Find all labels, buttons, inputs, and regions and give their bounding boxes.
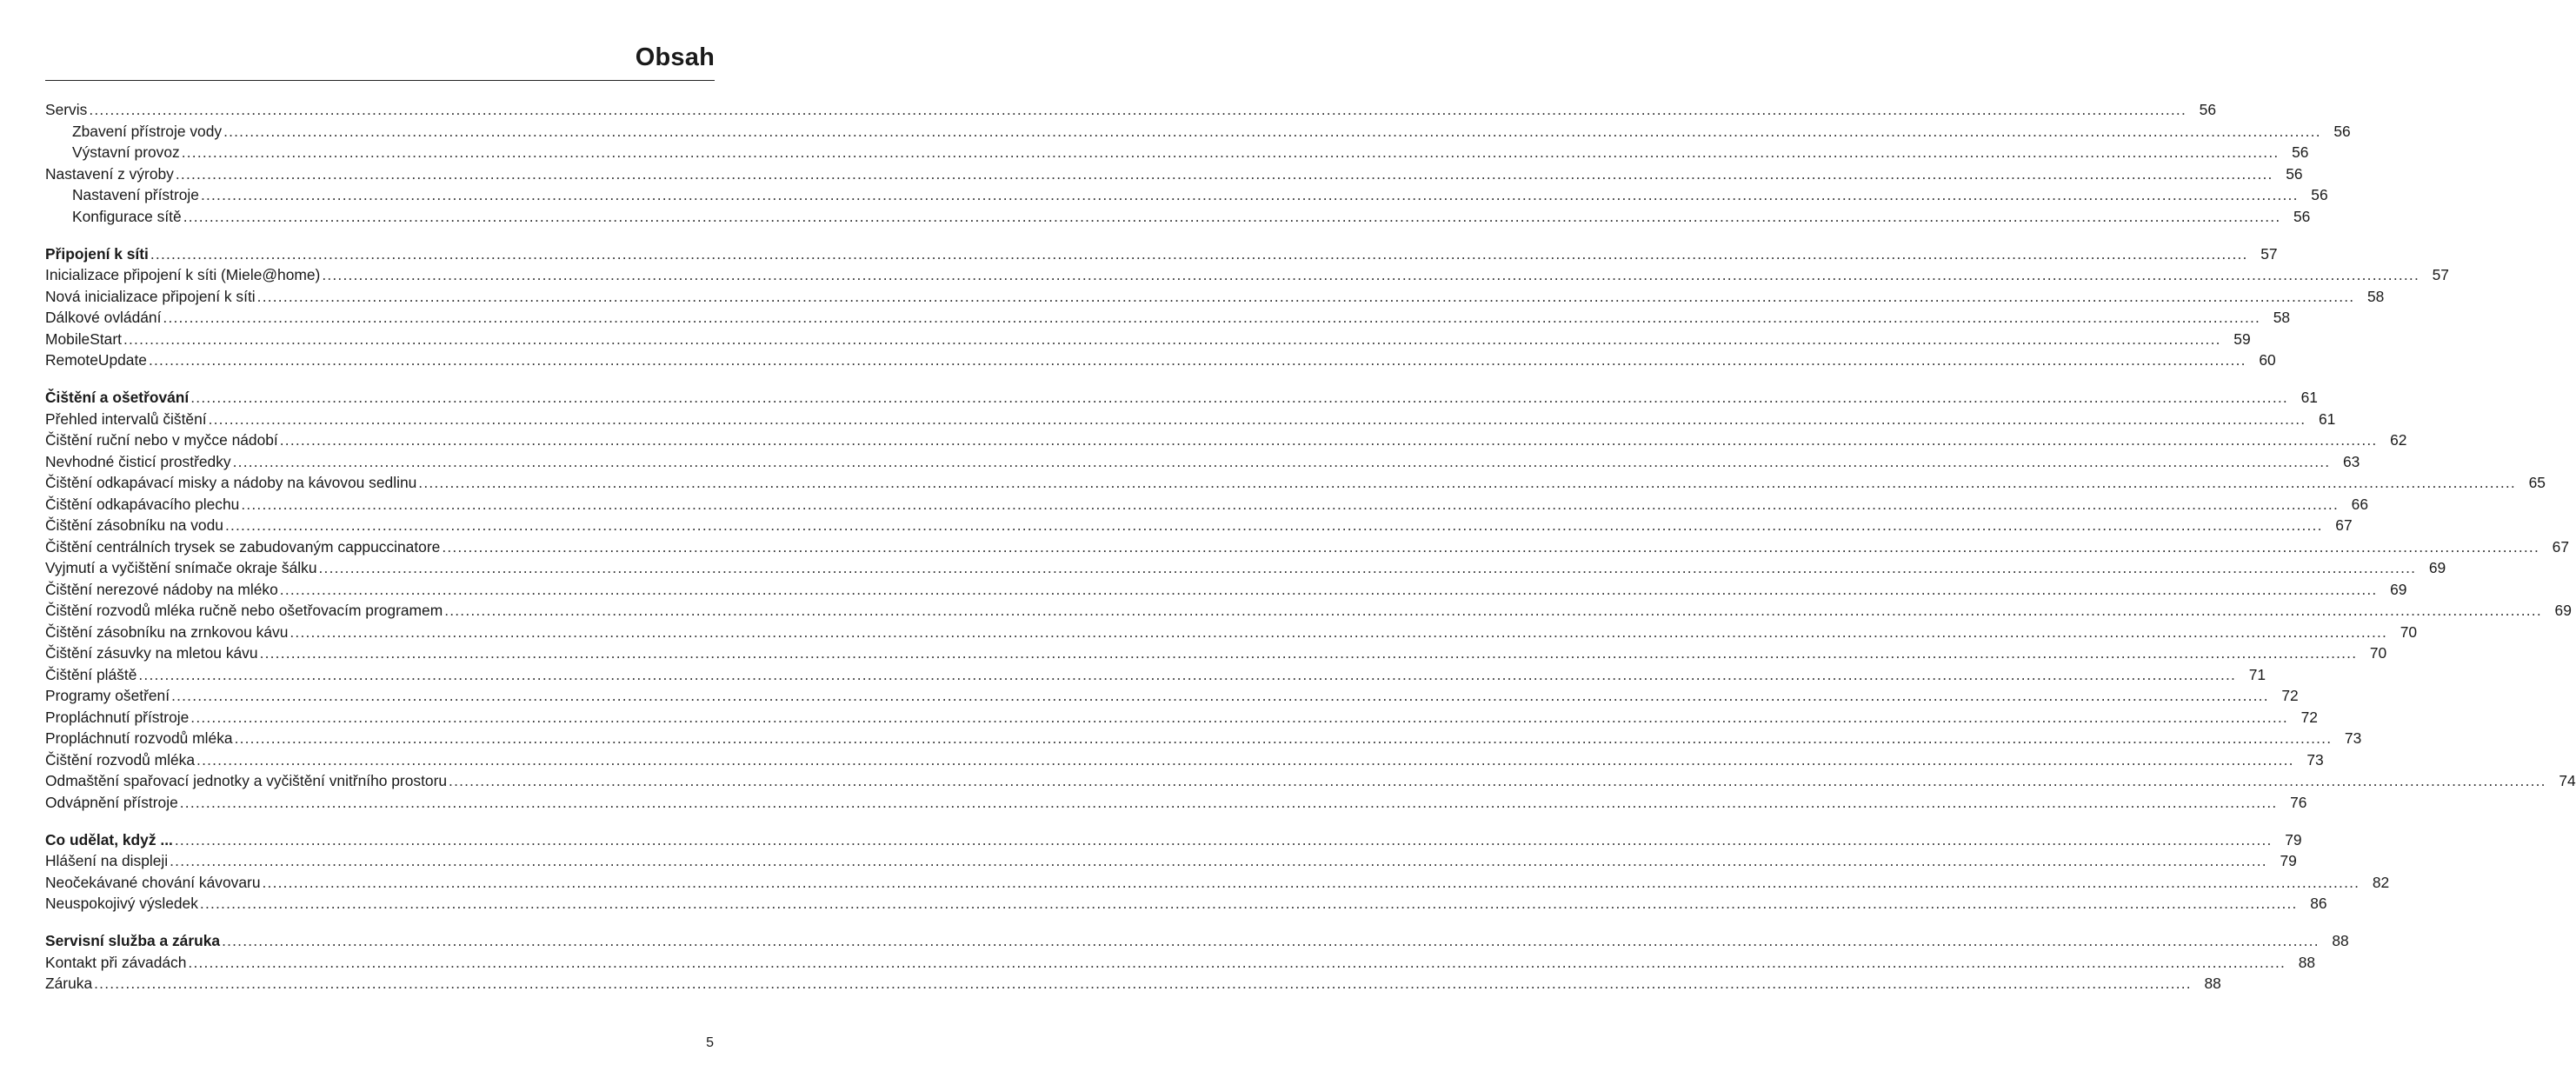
dot-leader: ................................................................................................................................................................................................................................................................................................................................................................................................................ (262, 873, 2360, 891)
toc-entry[interactable] (45, 642, 2387, 664)
toc-entry[interactable] (45, 286, 2385, 308)
toc-entry-label: Odmaštění spařovací jednotky a vyčištění vnitřního prostoru (45, 772, 448, 789)
toc-entry-page: 69 (2428, 559, 2446, 576)
toc-entry[interactable] (45, 349, 2276, 371)
toc-entry-label: Hlášení na displeji (45, 852, 169, 869)
toc-entry-page: 69 (2554, 602, 2572, 619)
toc-entry-label: Nastavení přístroje (72, 186, 199, 203)
toc-entry[interactable] (45, 557, 2446, 579)
dot-leader: ................................................................................................................................................................................................................................................................................................................................................................................................................ (123, 329, 2221, 348)
dot-leader: ................................................................................................................................................................................................................................................................................................................................................................................................................ (290, 622, 2388, 641)
toc-entry[interactable] (45, 893, 2327, 915)
toc-entry-page: 74 (2559, 772, 2576, 789)
toc-entry-label: Dálkové ovládání (45, 309, 162, 326)
toc-entry[interactable] (45, 163, 2303, 185)
toc-entry-page: 82 (2372, 873, 2390, 891)
toc-entry-label: Neuspokojivý výsledek (45, 895, 198, 912)
page-title: Obsah (635, 43, 715, 71)
dot-leader: ................................................................................................................................................................................................................................................................................................................................................................................................................ (208, 409, 2306, 428)
toc-section-heading[interactable] (45, 930, 2349, 952)
section-gap (45, 915, 715, 931)
toc-entry[interactable] (45, 600, 2572, 622)
dot-leader: ................................................................................................................................................................................................................................................................................................................................................................................................................ (196, 750, 2294, 769)
toc-entry-page: 72 (2300, 708, 2318, 726)
toc-entry-label: Čištění centrálních trysek se zabudovaným cappuccinatore (45, 537, 441, 556)
toc-entry-page: 56 (2286, 164, 2303, 183)
toc-entry-label: Čištění rozvodů mléka ručně nebo ošetřovacím programem (45, 602, 443, 619)
dot-leader: ................................................................................................................................................................................................................................................................................................................................................................................................................ (190, 708, 2288, 726)
toc-entry-label: RemoteUpdate (45, 351, 147, 369)
toc-entry-label: Odvápnění přístroje (45, 793, 178, 811)
dot-leader: ................................................................................................................................................................................................................................................................................................................................................................................................................ (318, 559, 2417, 576)
toc-entry-page: 56 (2293, 207, 2311, 225)
section-gap (45, 371, 715, 388)
dot-leader: ................................................................................................................................................................................................................................................................................................................................................................................................................ (175, 164, 2273, 183)
toc-entry-page: 66 (2351, 495, 2368, 513)
dot-leader: ................................................................................................................................................................................................................................................................................................................................................................................................................ (418, 474, 2516, 491)
toc-entry-label: Nastavení z výroby (45, 164, 174, 183)
dot-leader: ................................................................................................................................................................................................................................................................................................................................................................................................................ (170, 852, 2267, 869)
table-of-contents (45, 99, 2576, 995)
toc-entry-page: 69 (2390, 580, 2407, 598)
toc-entry-label: Propláchnutí přístroje (45, 708, 190, 726)
toc-entry[interactable] (45, 494, 2368, 516)
dot-leader: ................................................................................................................................................................................................................................................................................................................................................................................................................ (171, 687, 2269, 704)
dot-leader: ................................................................................................................................................................................................................................................................................................................................................................................................................ (188, 953, 2286, 971)
dot-leader: ................................................................................................................................................................................................................................................................................................................................................................................................................ (163, 309, 2261, 326)
toc-entry-page: 88 (2204, 975, 2221, 992)
toc-entry[interactable] (45, 973, 2221, 995)
toc-entry-label: Zbavení přístroje vody (72, 122, 223, 140)
toc-entry-label: Čištění a ošetřování (45, 389, 190, 406)
toc-entry-page: 73 (2306, 750, 2324, 769)
toc-entry[interactable] (45, 142, 2309, 163)
dot-leader: ................................................................................................................................................................................................................................................................................................................................................................................................................ (222, 932, 2320, 949)
dot-leader: ................................................................................................................................................................................................................................................................................................................................................................................................................ (138, 665, 2237, 683)
toc-entry[interactable] (45, 685, 2299, 707)
toc-entry[interactable] (45, 184, 2328, 206)
dot-leader: ................................................................................................................................................................................................................................................................................................................................................................................................................ (174, 830, 2273, 848)
toc-entry-page: 73 (2344, 729, 2362, 747)
section-gap (45, 813, 715, 829)
toc-entry-label: Konfigurace sítě (72, 207, 182, 225)
dot-leader: ................................................................................................................................................................................................................................................................................................................................................................................................................ (190, 389, 2288, 406)
dot-leader: ................................................................................................................................................................................................................................................................................................................................................................................................................ (256, 287, 2355, 305)
dot-leader: ................................................................................................................................................................................................................................................................................................................................................................................................................ (94, 975, 2192, 992)
toc-entry-page: 70 (2400, 622, 2418, 641)
toc-entry-page: 79 (2285, 830, 2302, 848)
toc-entry-label: Připojení k síti (45, 244, 149, 263)
toc-entry[interactable] (45, 622, 2418, 643)
dot-leader: ................................................................................................................................................................................................................................................................................................................................................................................................................ (183, 207, 2281, 225)
toc-entry[interactable] (45, 515, 2353, 536)
toc-entry-page: 70 (2369, 644, 2387, 662)
toc-section-heading[interactable] (45, 243, 2278, 265)
page-number: 5 (706, 1035, 714, 1050)
toc-entry-label: Servis (45, 101, 88, 118)
toc-entry[interactable] (45, 99, 2216, 121)
toc-entry-page: 76 (2290, 793, 2307, 811)
toc-entry-page: 65 (2528, 474, 2546, 491)
toc-entry-page: 56 (2292, 143, 2309, 161)
toc-entry-page: 67 (2335, 516, 2353, 534)
toc-entry-page: 56 (2333, 122, 2351, 140)
toc-entry[interactable] (45, 121, 2351, 143)
toc-entry[interactable] (45, 409, 2336, 430)
dot-leader: ................................................................................................................................................................................................................................................................................................................................................................................................................ (449, 772, 2546, 789)
toc-entry[interactable] (45, 952, 2316, 974)
dot-leader: ................................................................................................................................................................................................................................................................................................................................................................................................................ (279, 431, 2378, 449)
toc-entry-label: Vyjmutí a vyčištění snímače okraje šálku (45, 559, 317, 576)
dot-leader: ................................................................................................................................................................................................................................................................................................................................................................................................................ (148, 351, 2247, 369)
toc-entry-page: 79 (2280, 852, 2297, 869)
dot-leader: ................................................................................................................................................................................................................................................................................................................................................................................................................ (199, 895, 2298, 912)
toc-entry[interactable] (45, 770, 2576, 792)
dot-leader: ................................................................................................................................................................................................................................................................................................................................................................................................................ (181, 143, 2280, 161)
toc-entry-page: 61 (2318, 409, 2336, 428)
toc-entry-label: Programy ošetření (45, 687, 170, 704)
toc-entry-label: Neočekávané chování kávovaru (45, 873, 261, 891)
toc-entry-page: 58 (2366, 287, 2385, 305)
toc-entry[interactable] (45, 792, 2307, 814)
toc-entry-label: Propláchnutí rozvodů mléka (45, 729, 233, 747)
toc-entry-page: 57 (2260, 244, 2278, 263)
toc-entry-page: 88 (2298, 953, 2316, 971)
toc-entry-label: Nevhodné čisticí prostředky (45, 452, 231, 470)
toc-entry-label: Čištění rozvodů mléka (45, 750, 196, 769)
toc-entry-label: Výstavní provoz (72, 143, 180, 161)
dot-leader: ................................................................................................................................................................................................................................................................................................................................................................................................................ (200, 186, 2299, 203)
toc-entry-page: 57 (2432, 266, 2449, 283)
toc-entry-label: Čištění ruční nebo v myčce nádobí (45, 431, 278, 449)
dot-leader: ................................................................................................................................................................................................................................................................................................................................................................................................................ (179, 793, 2278, 811)
toc-entry-label: Čištění nerezové nádoby na mléko (45, 580, 278, 598)
toc-entry-page: 56 (2199, 101, 2216, 118)
toc-entry-label: Čištění pláště (45, 665, 137, 683)
toc-entry-page: 56 (2311, 186, 2328, 203)
toc-section-heading[interactable] (45, 387, 2318, 409)
dot-leader: ................................................................................................................................................................................................................................................................................................................................................................................................................ (150, 244, 2248, 263)
toc-entry[interactable] (45, 329, 2251, 350)
toc-entry-page: 67 (2552, 537, 2569, 556)
toc-entry-label: Inicializace připojení k síti (Miele@home) (45, 266, 321, 283)
toc-entry-page: 59 (2233, 329, 2251, 348)
toc-entry[interactable] (45, 429, 2407, 451)
toc-entry-page: 63 (2342, 452, 2360, 470)
toc-entry[interactable] (45, 536, 2569, 558)
toc-entry-label: Co udělat, když ... (45, 830, 173, 848)
dot-leader: ................................................................................................................................................................................................................................................................................................................................................................................................................ (224, 516, 2323, 534)
dot-leader: ................................................................................................................................................................................................................................................................................................................................................................................................................ (89, 101, 2187, 118)
toc-entry[interactable] (45, 707, 2318, 729)
toc-entry[interactable] (45, 451, 2360, 473)
toc-section-heading[interactable] (45, 829, 2302, 851)
toc-entry[interactable] (45, 264, 2449, 286)
dot-leader: ................................................................................................................................................................................................................................................................................................................................................................................................................ (279, 580, 2378, 598)
dot-leader: ................................................................................................................................................................................................................................................................................................................................................................................................................ (234, 729, 2333, 747)
section-gap (45, 227, 715, 243)
toc-entry-page: 62 (2390, 431, 2407, 449)
toc-entry-label: MobileStart (45, 329, 122, 348)
toc-entry-label: Čištění zásobníku na vodu (45, 516, 223, 534)
toc-entry-page: 86 (2310, 895, 2327, 912)
toc-entry-page: 61 (2300, 389, 2318, 406)
toc-entry[interactable] (45, 850, 2297, 872)
toc-entry[interactable] (45, 728, 2362, 749)
toc-entry-label: Záruka (45, 975, 93, 992)
toc-entry-label: Čištění odkapávacího plechu (45, 495, 240, 513)
toc-entry-page: 72 (2281, 687, 2299, 704)
toc-entry[interactable] (45, 664, 2266, 686)
dot-leader: ................................................................................................................................................................................................................................................................................................................................................................................................................ (223, 122, 2321, 140)
toc-entry[interactable] (45, 872, 2390, 894)
toc-entry-page: 88 (2332, 932, 2349, 949)
dot-leader: ................................................................................................................................................................................................................................................................................................................................................................................................................ (322, 266, 2420, 283)
dot-leader: ................................................................................................................................................................................................................................................................................................................................................................................................................ (444, 602, 2542, 619)
dot-leader: ................................................................................................................................................................................................................................................................................................................................................................................................................ (259, 644, 2358, 662)
toc-entry-label: Nová inicializace připojení k síti (45, 287, 256, 305)
toc-entry[interactable] (45, 472, 2546, 494)
toc-entry-page: 71 (2248, 665, 2266, 683)
dot-leader: ................................................................................................................................................................................................................................................................................................................................................................................................................ (442, 537, 2539, 556)
toc-entry[interactable] (45, 749, 2324, 771)
toc-entry-page: 60 (2259, 351, 2276, 369)
toc-entry-label: Kontakt při závadách (45, 953, 187, 971)
toc-entry[interactable] (45, 307, 2291, 329)
dot-leader: ................................................................................................................................................................................................................................................................................................................................................................................................................ (232, 452, 2331, 470)
toc-entry[interactable] (45, 579, 2407, 601)
toc-entry-label: Servisní služba a záruka (45, 932, 221, 949)
toc-entry[interactable] (45, 206, 2311, 228)
toc-entry-label: Přehled intervalů čištění (45, 409, 207, 428)
toc-entry-page: 58 (2273, 309, 2291, 326)
title-divider (45, 80, 715, 81)
dot-leader: ................................................................................................................................................................................................................................................................................................................................................................................................................ (241, 495, 2339, 513)
toc-entry-label: Čištění zásuvky na mletou kávu (45, 644, 258, 662)
toc-entry-label: Čištění zásobníku na zrnkovou kávu (45, 622, 289, 641)
toc-entry-label: Čištění odkapávací misky a nádoby na kávovou sedlinu (45, 474, 417, 491)
